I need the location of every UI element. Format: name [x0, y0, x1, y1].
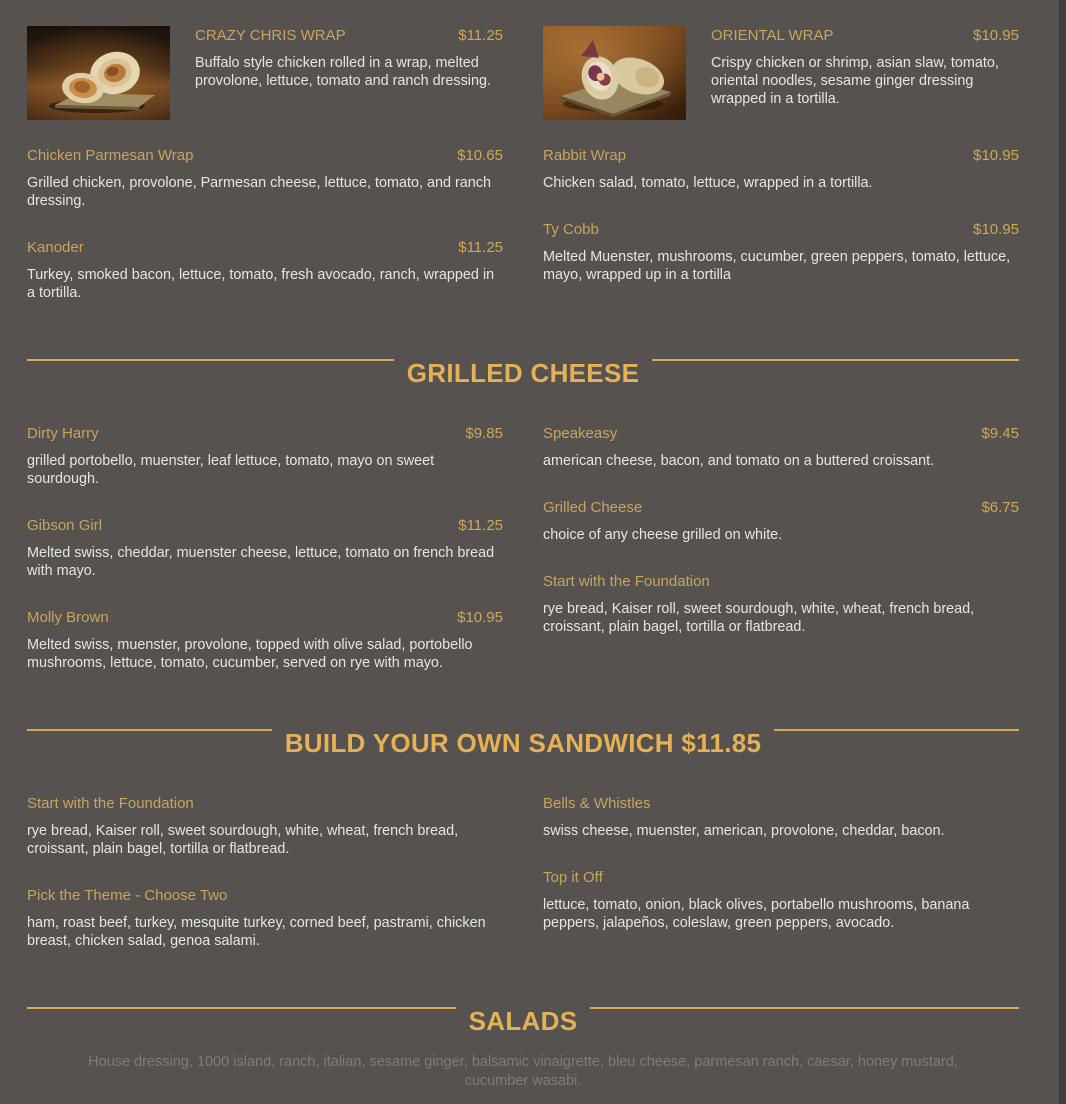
item-head: [543, 499, 1019, 517]
grilled-cheese-right-column: [543, 425, 1019, 672]
grilled-cheese-left-column: [27, 425, 503, 672]
header-rule-left: [27, 729, 272, 731]
item-head: [543, 147, 1019, 165]
build-left-column: [27, 795, 503, 950]
menu-item: [27, 609, 503, 672]
crazy-chris-wrap-photo-icon: [27, 26, 170, 120]
section-title: BUILD YOUR OWN SANDWICH $11.85: [284, 728, 762, 758]
item-price: $11.25: [458, 517, 503, 534]
item-description: Chicken salad, tomato, lettuce, wrapped in a tortilla.: [543, 175, 873, 191]
menu-item: [27, 147, 503, 210]
item-price: $10.95: [457, 609, 503, 626]
featured-item-text: [195, 26, 503, 120]
item-name: Top it Off: [543, 869, 603, 886]
build-right-column: [543, 795, 1019, 950]
item-name: Pick the Theme - Choose Two: [27, 887, 228, 904]
dressings-list: House dressing, 1000 island, ranch, italian, sesame ginger, balsamic vinaigrette, bleu cheese, parmesan ranch, caesar, honey mustard, cucumber wasabi.: [88, 1054, 958, 1089]
item-name: Start with the Foundation: [543, 573, 710, 590]
item-price: $10.95: [973, 221, 1019, 238]
item-name: Chicken Parmesan Wrap: [27, 147, 194, 164]
item-name: Bells & Whistles: [543, 795, 651, 812]
featured-item-text: [711, 26, 1019, 120]
header-rule-right: [774, 729, 1019, 731]
item-description: rye bread, Kaiser roll, sweet sourdough, white, wheat, french bread, croissant, plain bagel, tortilla or flatbread.: [27, 823, 459, 857]
item-head: [27, 147, 503, 165]
menu-item: [543, 869, 1019, 932]
item-head: [195, 27, 503, 45]
item-price: $11.25: [458, 239, 503, 256]
section-header: [27, 727, 1019, 759]
item-head: [27, 609, 503, 627]
item-name: Ty Cobb: [543, 221, 599, 238]
section-salads: [27, 1005, 1019, 1091]
wraps-right-column: [543, 26, 1019, 302]
item-head: [27, 517, 503, 535]
item-name: Rabbit Wrap: [543, 147, 627, 164]
item-head: [27, 425, 503, 443]
item-name: Speakeasy: [543, 425, 618, 442]
item-head: [543, 573, 1019, 591]
oriental-wrap-photo-icon: [543, 26, 686, 120]
item-price: $6.75: [981, 499, 1019, 516]
item-head: [27, 795, 503, 813]
menu-item: [543, 221, 1019, 284]
featured-menu-item: [27, 26, 503, 120]
item-description: Melted swiss, cheddar, muenster cheese, lettuce, tomato on french bread with mayo.: [27, 545, 495, 579]
item-description: american cheese, bacon, and tomato on a buttered croissant.: [543, 453, 935, 469]
item-description: lettuce, tomato, onion, black olives, portabello mushrooms, banana peppers, jalapeños, coleslaw, green peppers, avocado.: [543, 897, 970, 931]
item-description: swiss cheese, muenster, american, provolone, cheddar, bacon.: [543, 823, 945, 839]
item-head: [543, 425, 1019, 443]
menu-item: [27, 795, 503, 858]
wraps-left-column: [27, 26, 503, 302]
menu-item: [27, 425, 503, 488]
section-header: [27, 1005, 1019, 1037]
item-price: $10.95: [973, 147, 1019, 164]
header-rule-right: [590, 1007, 1019, 1009]
item-description: rye bread, Kaiser roll, sweet sourdough, white, wheat, french bread, croissant, plain bagel, tortilla or flatbread.: [543, 601, 975, 635]
menu-item: [27, 517, 503, 580]
menu-item: [543, 425, 1019, 470]
header-rule-left: [27, 1007, 456, 1009]
item-description: Buffalo style chicken rolled in a wrap, melted provolone, lettuce, tomato and ranch dressing.: [195, 55, 491, 89]
item-name: Grilled Cheese: [543, 499, 643, 516]
featured-menu-item: [543, 26, 1019, 120]
item-name: Molly Brown: [27, 609, 109, 626]
menu-item: [27, 887, 503, 950]
section-title: GRILLED CHEESE: [406, 358, 640, 388]
item-description: Grilled chicken, provolone, Parmesan cheese, lettuce, tomato, and ranch dressing.: [27, 175, 491, 209]
menu-item: [27, 239, 503, 302]
menu-item: [543, 147, 1019, 192]
item-head: [27, 887, 503, 905]
item-price: $9.85: [465, 425, 503, 442]
item-price: $9.45: [981, 425, 1019, 442]
item-head: [711, 27, 1019, 45]
item-price: $10.65: [457, 147, 503, 164]
menu-item: [543, 795, 1019, 840]
item-description: Melted swiss, muenster, provolone, topped with olive salad, portobello mushrooms, lettuce, tomato, cucumber, served on rye with mayo.: [27, 637, 473, 671]
section-header: [27, 357, 1019, 389]
item-description: Melted Muenster, mushrooms, cucumber, green peppers, tomato, lettuce, mayo, wrapped up in a tortilla: [543, 249, 1011, 283]
section-build-your-own: [27, 727, 1019, 950]
section-wraps: [27, 26, 1019, 302]
header-rule-right: [652, 359, 1019, 361]
item-name: ORIENTAL WRAP: [711, 27, 834, 44]
item-head: [543, 221, 1019, 239]
menu-page: [27, 26, 1019, 1091]
section-grilled-cheese: [27, 357, 1019, 672]
item-head: [543, 795, 1019, 813]
item-description: grilled portobello, muenster, leaf lettuce, tomato, mayo on sweet sourdough.: [27, 453, 435, 487]
item-price: $11.25: [458, 27, 503, 44]
item-description: ham, roast beef, turkey, mesquite turkey, corned beef, pastrami, chicken breast, chicken salad, genoa salami.: [27, 915, 486, 949]
item-name: Gibson Girl: [27, 517, 103, 534]
item-description: Crispy chicken or shrimp, asian slaw, tomato, oriental noodles, sesame ginger dressing wrapped in a tortilla.: [711, 55, 999, 107]
item-description: Turkey, smoked bacon, lettuce, tomato, fresh avocado, ranch, wrapped in a tortilla.: [27, 267, 495, 301]
item-head: [543, 869, 1019, 887]
section-title: SALADS: [468, 1006, 578, 1036]
scrollbar-track[interactable]: [1059, 0, 1066, 1104]
item-price: $10.95: [973, 27, 1019, 44]
item-name: CRAZY CHRIS WRAP: [195, 27, 346, 44]
item-description: choice of any cheese grilled on white.: [543, 527, 783, 543]
item-name: Kanoder: [27, 239, 84, 256]
menu-item: [543, 499, 1019, 544]
item-name: Dirty Harry: [27, 425, 99, 442]
menu-item: [543, 573, 1019, 636]
item-head: [27, 239, 503, 257]
header-rule-left: [27, 359, 394, 361]
item-name: Start with the Foundation: [27, 795, 194, 812]
